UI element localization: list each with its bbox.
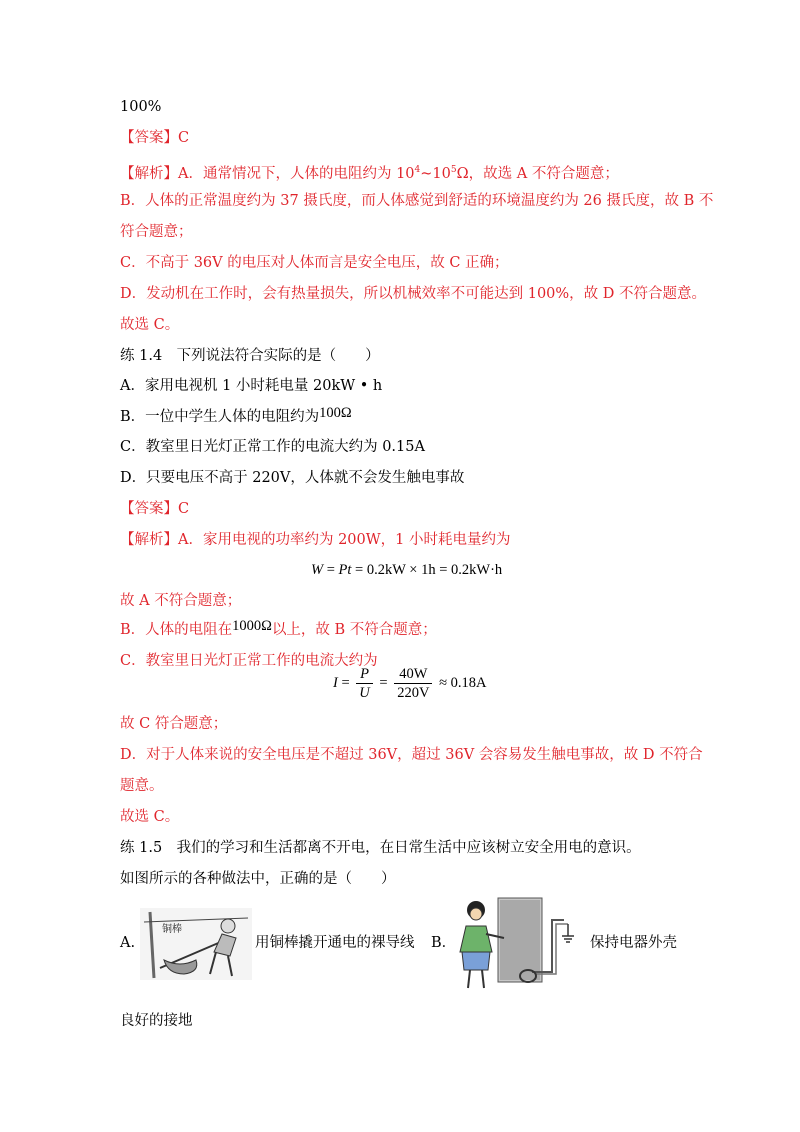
grounded-appliance-illustration [452,896,582,992]
analysis-line: 符合题意； [120,224,193,240]
fraction-pu: $\frac{P}{U}$ [356,665,372,702]
copper-rod-illustration [140,908,252,980]
option-d: D．只要电压不高于 220V，人体就不会发生触电事故 [120,470,465,486]
formula-energy: W = Pt = 0.2kW × 1h = 0.2kW·h [311,562,503,578]
text-line: 100% [120,99,162,115]
analysis-line: 题意。 [120,778,164,794]
analysis-line: 故选 C。 [120,809,180,825]
option-a-label: A. [120,935,136,951]
option-b-label: B． [431,935,457,951]
answer-line [120,128,189,148]
option-b: B．一位中学生人体的电阻约为100Ω [120,405,352,425]
analysis-line: 故选 C。 [120,317,180,333]
fraction-values: $\frac{40W}{220V}$ [394,665,432,702]
analysis-line: 故 A 不符合题意； [120,593,242,609]
analysis-line: 【解析】A．通常情况下，人体的电阻约为 $10^4\sim 10^5\Omega$，故选 A 不符合题意； [120,165,619,182]
analysis-line: B．人体的正常温度约为 37 摄氏度，而人体感觉到舒适的环境温度约为 26 摄氏度，故 B 不 [120,193,714,209]
analysis-line: 【解析】A．家用电视的功率约为 200W，1 小时耗电量约为 [120,532,511,548]
question-title: 练 1.4 下列说法符合实际的是（ ） [120,348,380,364]
answer-value: C [178,130,190,146]
analysis-line: C．不高于 36V 的电压对人体而言是安全电压，故 C 正确； [120,255,509,271]
figure-label: 铜棒 [162,924,182,935]
answer-tag: 【答案】 [120,130,178,146]
question-text: 如图所示的各种做法中，正确的是（ ） [120,871,396,887]
formula-current: I = $\frac{P}{U}$ = $\frac{40W}{220V}$ ≈ 0.18A [333,666,487,702]
option-a-text: 用铜棒撬开通电的裸导线 [255,935,415,951]
analysis-line: B．人体的电阻在1000Ω以上，故 B 不符合题意； [120,618,437,638]
option-b-text: 保持电器外壳 [590,935,677,951]
analysis-tag: 【解析】 [120,165,178,182]
question-title: 练 1.5 我们的学习和生活都离不开电，在日常生活中应该树立安全用电的意识。 [120,840,641,856]
option-c: C．教室里日光灯正常工作的电流大约为 0.15A [120,439,425,455]
answer-tag: 【答案】 [120,501,178,517]
option-b-continuation: 良好的接地 [120,1013,193,1029]
analysis-line: C．教室里日光灯正常工作的电流大约为 [120,653,378,669]
option-a: A．家用电视机 1 小时耗电量 20kW • h [120,378,383,394]
analysis-line: D．对于人体来说的安全电压是不超过 36V，超过 36V 会容易发生触电事故，故 D 不符合 [120,747,703,763]
answer-line [120,499,189,519]
analysis-line: D．发动机在工作时，会有热量损失，所以机械效率不可能达到 100%，故 D 不符合题意。 [120,286,707,302]
analysis-tag: 【解析】 [120,532,178,548]
analysis-line: 故 C 符合题意； [120,716,228,732]
answer-value: C [178,501,190,517]
